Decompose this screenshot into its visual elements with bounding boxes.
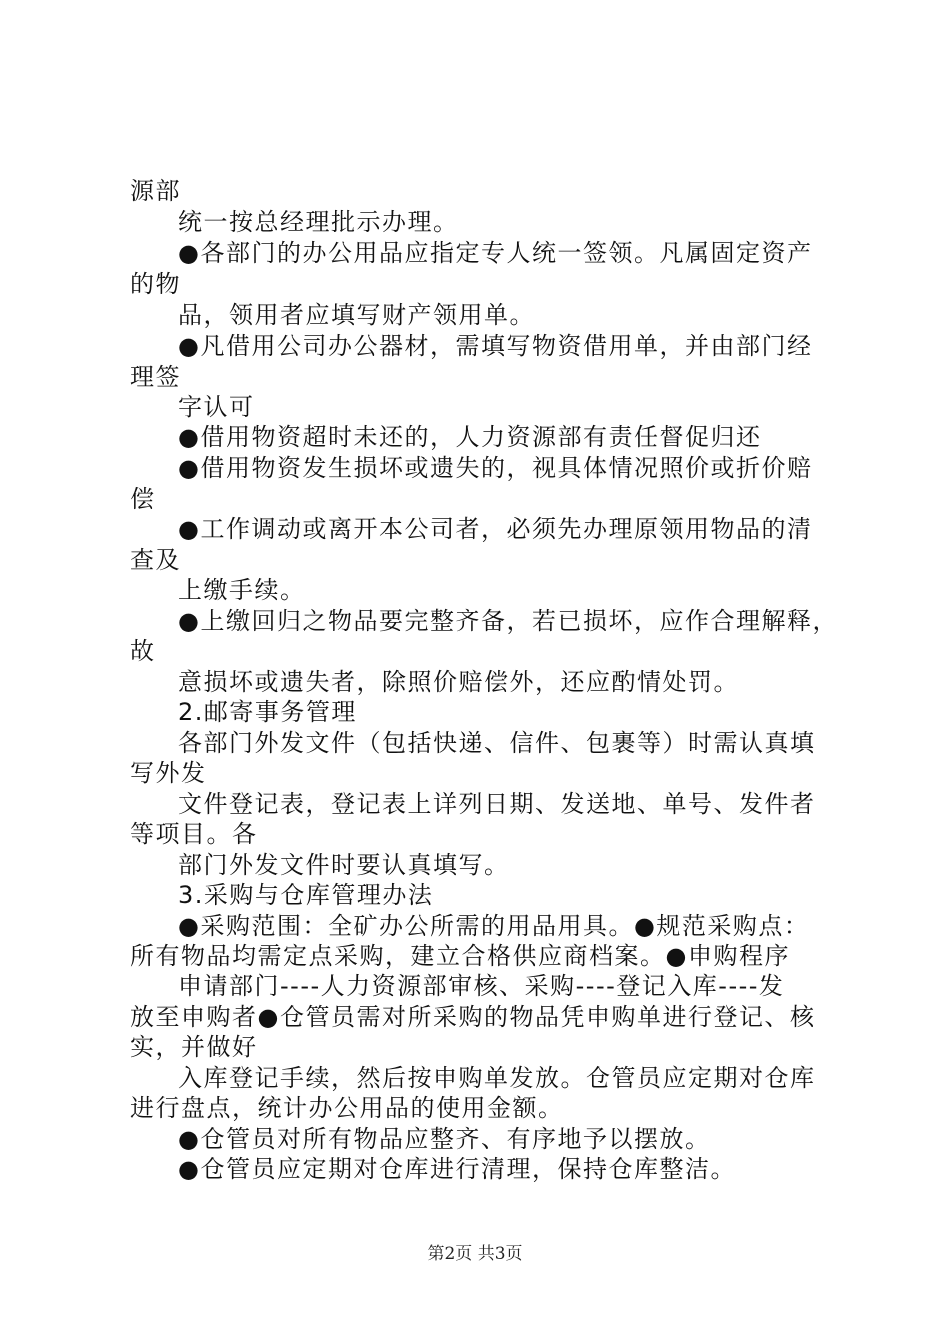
text-line: 字认可 bbox=[178, 393, 255, 421]
text-line: 写外发 bbox=[130, 759, 207, 787]
text-line: ●仓管员应定期对仓库进行清理，保持仓库整洁。 bbox=[178, 1155, 736, 1183]
text-line: ●上缴回归之物品要完整齐备，若已损坏，应作合理解释， bbox=[178, 607, 838, 635]
text-line: 故 bbox=[130, 637, 156, 665]
section-heading: 2.邮寄事务管理 bbox=[178, 698, 357, 726]
text-line: 等项目。各 bbox=[130, 820, 258, 848]
text-line: ●凡借用公司办公器材，需填写物资借用单，并由部门经 bbox=[178, 332, 813, 360]
text-line: 部门外发文件时要认真填写。 bbox=[178, 851, 510, 879]
text-line: 意损坏或遗失者，除照价赔偿外，还应酌情处罚。 bbox=[178, 668, 739, 696]
text-line: ●采购范围：全矿办公所需的用品用具。●规范采购点： bbox=[178, 912, 810, 940]
text-line: 上缴手续。 bbox=[178, 576, 306, 604]
text-line: 偿 bbox=[130, 485, 156, 513]
text-line: 品，领用者应填写财产领用单。 bbox=[178, 301, 535, 329]
text-line: 源部 bbox=[130, 177, 181, 205]
text-line: ●工作调动或离开本公司者，必须先办理原领用物品的清 bbox=[178, 515, 813, 543]
text-line: 理签 bbox=[130, 363, 181, 391]
section-heading: 3.采购与仓库管理办法 bbox=[178, 881, 434, 909]
text-line: 申请部门----人力资源部审核、采购----登记入库----发 bbox=[178, 972, 785, 1000]
page-number-label: 第2页 共3页 bbox=[427, 1244, 523, 1264]
text-line: 进行盘点，统计办公用品的使用金额。 bbox=[130, 1094, 564, 1122]
text-line: 查及 bbox=[130, 546, 181, 574]
text-line: 各部门外发文件（包括快递、信件、包裹等）时需认真填 bbox=[178, 729, 816, 757]
text-line: 放至申购者●仓管员需对所采购的物品凭申购单进行登记、核 bbox=[130, 1003, 816, 1031]
text-line: 的物 bbox=[130, 270, 181, 298]
text-line: ●仓管员对所有物品应整齐、有序地予以摆放。 bbox=[178, 1125, 711, 1153]
text-line: 文件登记表，登记表上详列日期、发送地、单号、发件者 bbox=[178, 790, 816, 818]
text-line: 实，并做好 bbox=[130, 1033, 258, 1061]
text-line: 统一按总经理批示办理。 bbox=[178, 208, 459, 236]
text-line: ●借用物资超时未还的，人力资源部有责任督促归还 bbox=[178, 423, 762, 451]
text-line: 所有物品均需定点采购，建立合格供应商档案。●申购程序 bbox=[130, 942, 790, 970]
text-line: ●借用物资发生损坏或遗失的，视具体情况照价或折价赔 bbox=[178, 454, 813, 482]
page-footer bbox=[0, 1243, 950, 1265]
text-line: 入库登记手续，然后按申购单发放。仓管员应定期对仓库 bbox=[178, 1064, 816, 1092]
text-line: ●各部门的办公用品应指定专人统一签领。凡属固定资产 bbox=[178, 239, 813, 267]
